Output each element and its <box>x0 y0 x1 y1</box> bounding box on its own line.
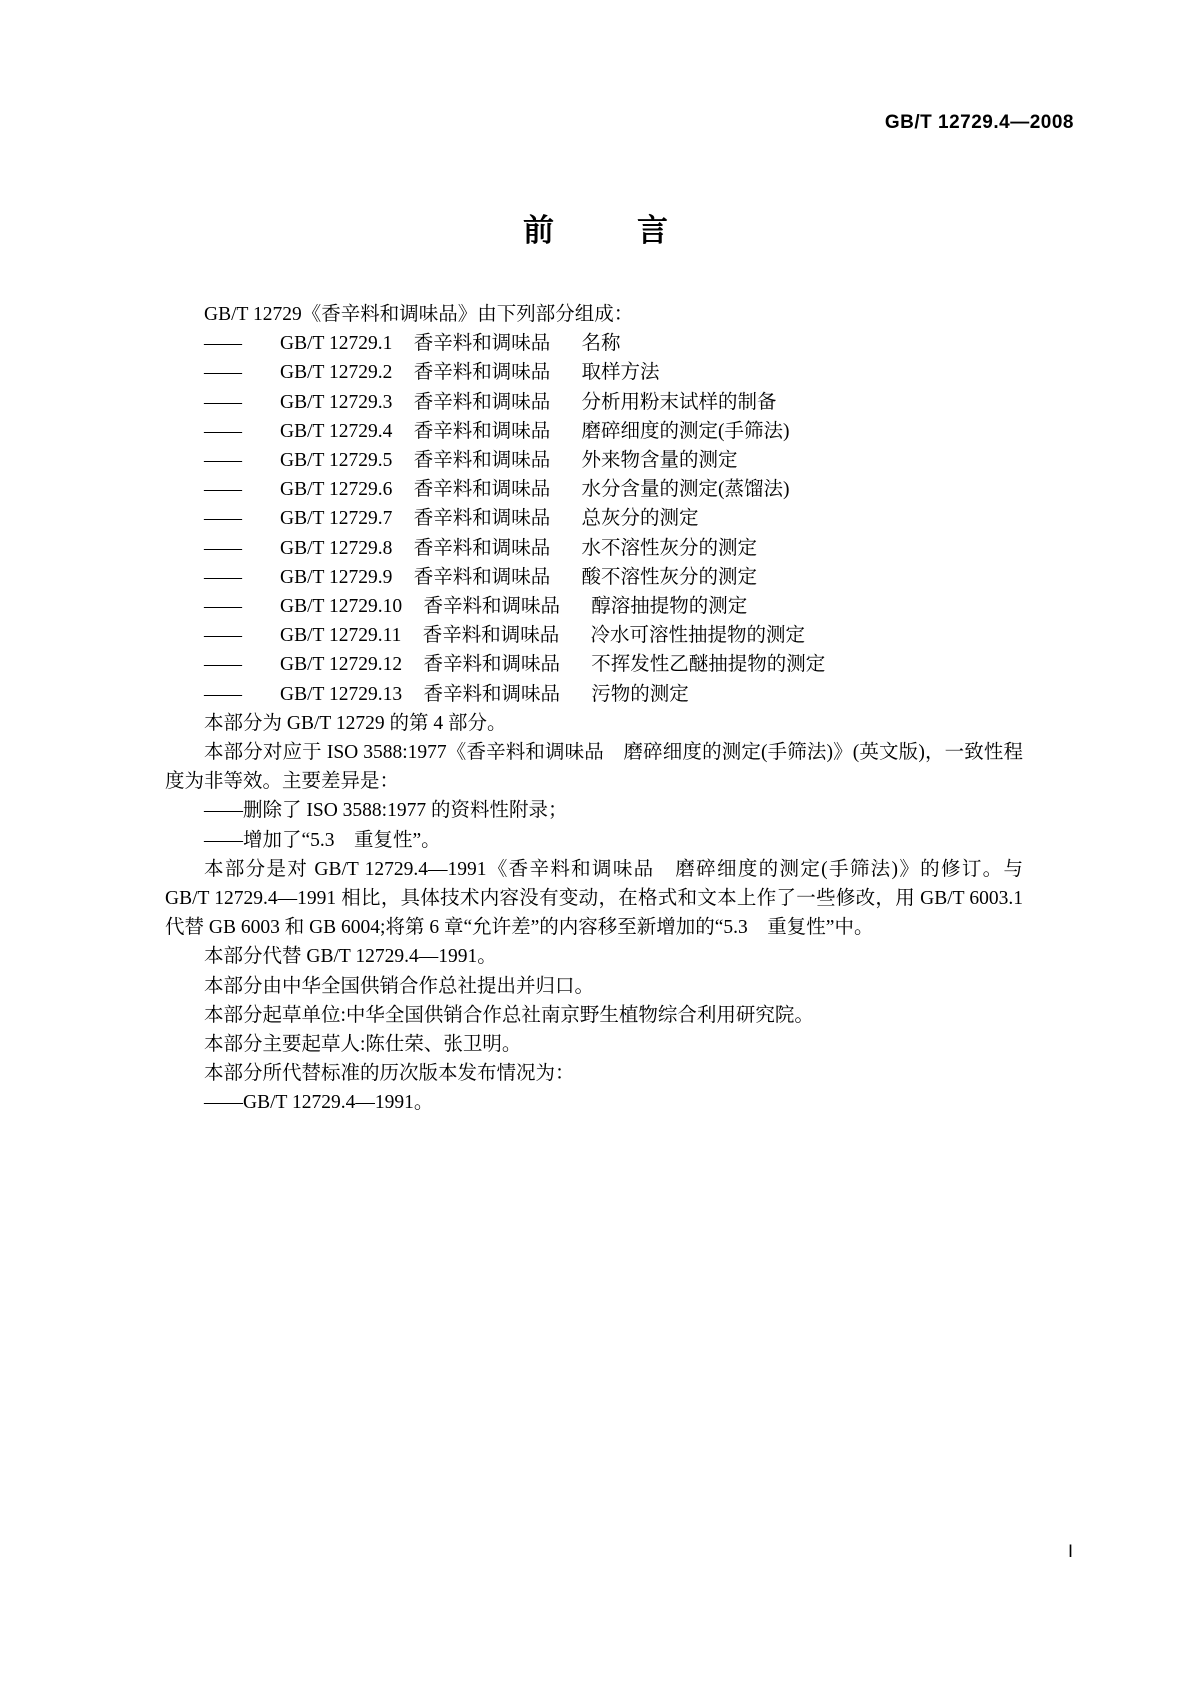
list-dash: —— <box>204 625 241 647</box>
list-item-name: 香辛料和调味品 <box>413 333 551 355</box>
list-item-subject: 总灰分的测定 <box>581 508 699 530</box>
list-item-number: GB/T 12729.4 <box>280 420 393 442</box>
list-item <box>165 592 1023 621</box>
body-paragraph: 本部分起草单位:中华全国供销合作总社南京野生植物综合利用研究院。 <box>204 1004 814 1026</box>
body-paragraph: 本部分对应于 ISO 3588:1977《香辛料和调味品 磨碎细度的测定(手筛法)》(英文版)，一致性程度为非等效。主要差异是： <box>165 742 1023 793</box>
list-item <box>165 504 1023 533</box>
list-item <box>165 563 1023 592</box>
list-dash: —— <box>204 362 241 384</box>
list-dash: —— <box>204 508 241 530</box>
list-item <box>165 534 1023 563</box>
list-dash: —— <box>204 683 241 705</box>
list-item <box>165 417 1023 446</box>
list-item-subject: 醇溶抽提物的测定 <box>591 596 748 618</box>
list-item-name: 香辛料和调味品 <box>423 683 561 705</box>
list-item-subject: 酸不溶性灰分的测定 <box>581 566 757 588</box>
list-item-subject: 水不溶性灰分的测定 <box>581 537 757 559</box>
list-item <box>165 621 1023 650</box>
list-dash: —— <box>204 566 241 588</box>
list-item-subject: 取样方法 <box>581 362 660 384</box>
list-dash: —— <box>204 391 241 413</box>
body-paragraph: 本部分是对 GB/T 12729.4—1991《香辛料和调味品 磨碎细度的测定(手筛法)》的修订。与 GB/T 12729.4—1991 相比，具体技术内容没有变动，在格式和文本上作了一些修改，用 GB/T 6003.1 代替 GB 6003 和 GB 6004;将第 6 章“允许差”的内容移至新增加的“5.3 重复性”中。 <box>165 858 1023 939</box>
list-item <box>165 650 1023 679</box>
body-paragraph: ——GB/T 12729.4—1991。 <box>204 1092 434 1114</box>
list-item-subject: 名称 <box>581 333 621 355</box>
list-item-number: GB/T 12729.5 <box>280 450 393 472</box>
list-item-number: GB/T 12729.2 <box>280 362 393 384</box>
list-item-number: GB/T 12729.13 <box>280 683 403 705</box>
list-item-subject: 水分含量的测定(蒸馏法) <box>581 479 790 501</box>
list-item <box>165 680 1023 709</box>
list-item-name: 香辛料和调味品 <box>423 596 561 618</box>
list-item <box>165 446 1023 475</box>
body-paragraph: ——删除了 ISO 3588:1977 的资料性附录； <box>204 800 568 822</box>
list-item-number: GB/T 12729.11 <box>280 625 402 647</box>
list-item-subject: 不挥发性乙醚抽提物的测定 <box>591 654 826 676</box>
intro-paragraph: GB/T 12729《香辛料和调味品》由下列部分组成： <box>204 304 634 325</box>
list-dash: —— <box>204 537 241 559</box>
list-item-subject: 冷水可溶性抽提物的测定 <box>590 625 805 647</box>
list-item-name: 香辛料和调味品 <box>413 420 551 442</box>
list-item-subject: 外来物含量的测定 <box>581 450 738 472</box>
list-dash: —— <box>204 450 241 472</box>
list-item-name: 香辛料和调味品 <box>423 654 561 676</box>
list-dash: —— <box>204 333 241 355</box>
list-item-name: 香辛料和调味品 <box>413 566 551 588</box>
body-paragraph: 本部分所代替标准的历次版本发布情况为： <box>204 1063 575 1085</box>
list-dash: —— <box>204 596 241 618</box>
list-item-name: 香辛料和调味品 <box>413 479 551 501</box>
body-paragraph: ——增加了“5.3 重复性”。 <box>204 829 441 851</box>
list-item-name: 香辛料和调味品 <box>413 362 551 384</box>
list-item-number: GB/T 12729.7 <box>280 508 393 530</box>
list-dash: —— <box>204 420 241 442</box>
list-item-name: 香辛料和调味品 <box>413 391 551 413</box>
list-item-name: 香辛料和调味品 <box>413 537 551 559</box>
list-item-number: GB/T 12729.6 <box>280 479 393 501</box>
list-item <box>165 329 1023 358</box>
list-item-name: 香辛料和调味品 <box>413 508 551 530</box>
list-item-subject: 磨碎细度的测定(手筛法) <box>581 420 790 442</box>
body-paragraph: 本部分代替 GB/T 12729.4—1991。 <box>204 946 497 968</box>
list-item-subject: 污物的测定 <box>591 683 689 705</box>
list-item-name: 香辛料和调味品 <box>413 450 551 472</box>
page-number: Ⅰ <box>1067 1542 1073 1561</box>
list-item <box>165 388 1023 417</box>
list-item-number: GB/T 12729.8 <box>280 537 393 559</box>
list-item-number: GB/T 12729.3 <box>280 391 393 413</box>
body-paragraph: 本部分主要起草人:陈仕荣、张卫明。 <box>204 1034 522 1056</box>
body-paragraph: 本部分为 GB/T 12729 的第 4 部分。 <box>204 712 507 734</box>
list-item <box>165 358 1023 387</box>
list-dash: —— <box>204 654 241 676</box>
page-header-standard-code: GB/T 12729.4—2008 <box>884 112 1074 133</box>
list-item-number: GB/T 12729.9 <box>280 566 393 588</box>
list-dash: —— <box>204 479 241 501</box>
list-item-number: GB/T 12729.10 <box>280 596 403 618</box>
page-title: 前 言 <box>523 213 694 248</box>
list-item-subject: 分析用粉末试样的制备 <box>581 391 777 413</box>
body-paragraph: 本部分由中华全国供销合作总社提出并归口。 <box>204 975 595 997</box>
list-item-number: GB/T 12729.1 <box>280 333 393 355</box>
list-item <box>165 475 1023 504</box>
list-item-number: GB/T 12729.12 <box>280 654 403 676</box>
foreword-content <box>165 300 1023 1118</box>
list-item-name: 香辛料和调味品 <box>422 625 560 647</box>
